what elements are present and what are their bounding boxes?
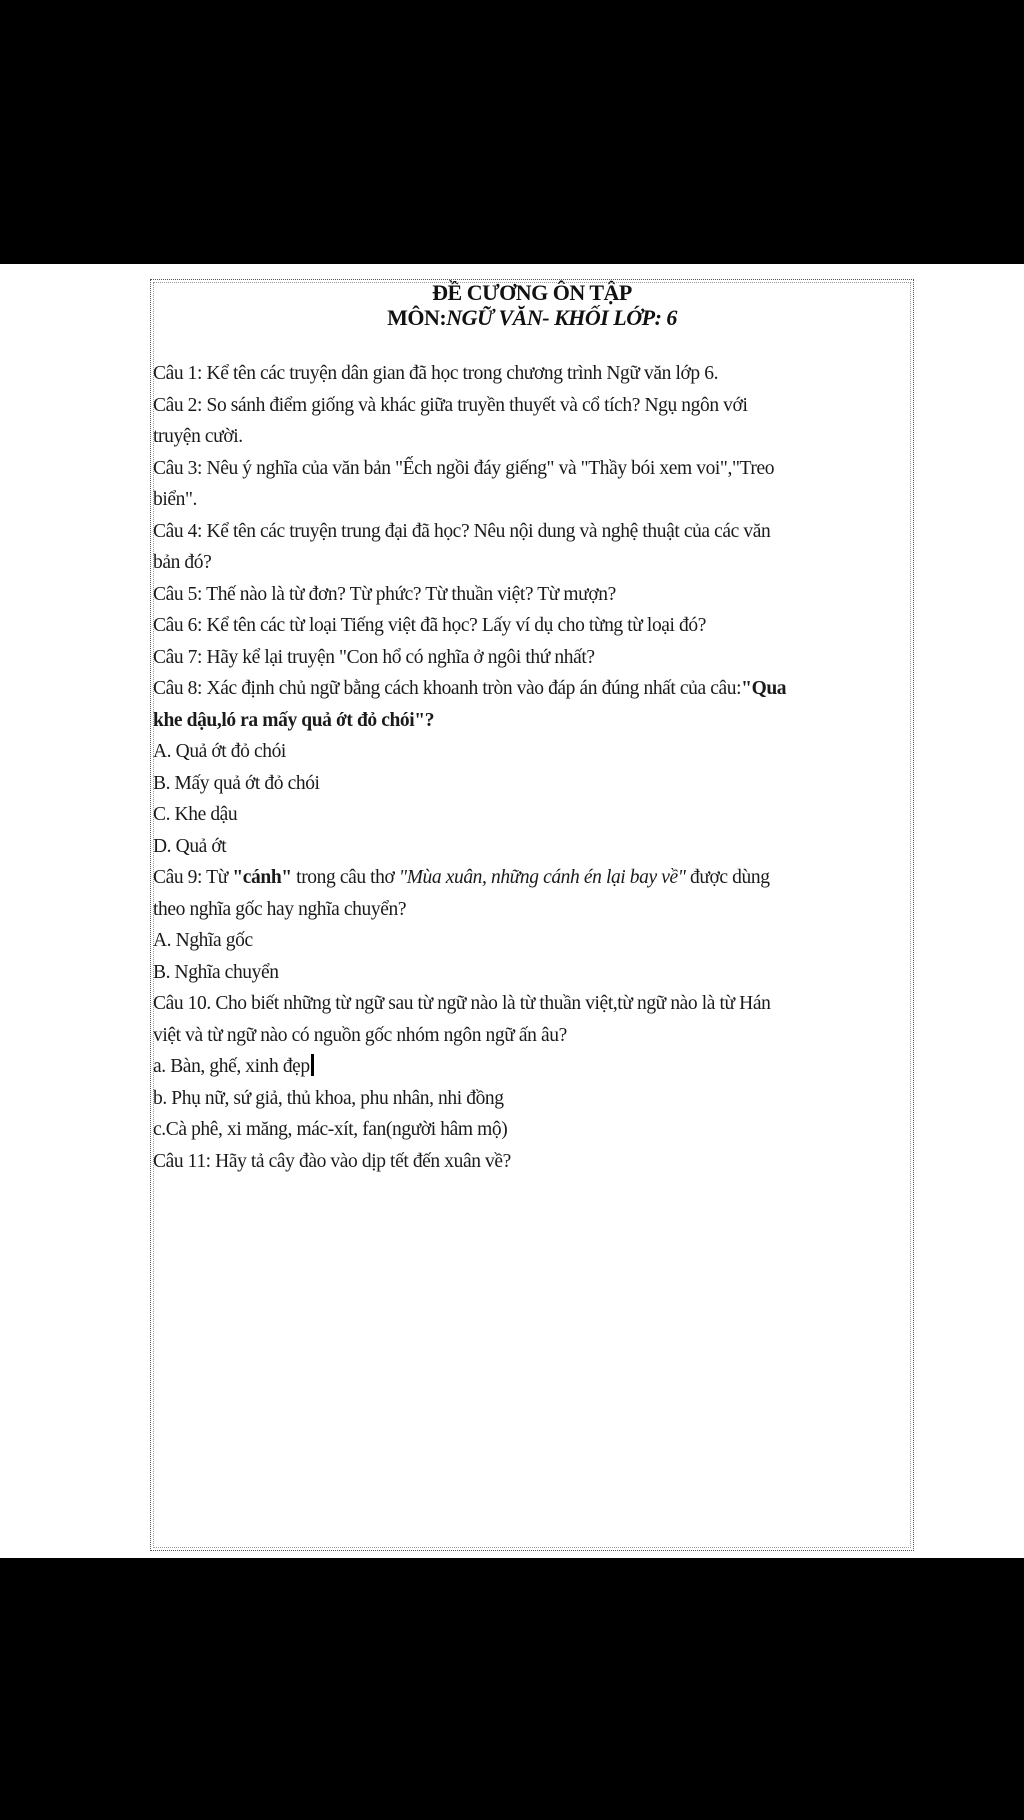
question-8-text: Câu 8: Xác định chủ ngữ bằng cách khoanh tròn vào đáp án đúng nhất của câu: [153,678,742,699]
question-9-suffix: được dùng [685,867,770,888]
document-subtitle [151,304,913,332]
question-3-line-2: biển". [153,489,198,510]
subject-name: NGỮ VĂN- KHỐI LỚP: 6 [446,305,677,330]
subject-prefix: MÔN: [387,305,447,330]
question-3-line-1: Câu 3: Nêu ý nghĩa của văn bản "Ếch ngồi đáy giếng" và "Thầy bói xem voi","Treo [153,457,775,479]
document-page [0,264,1024,1558]
question-9-line-2: theo nghĩa gốc hay nghĩa chuyển? [153,898,407,920]
question-4-line-2: bản đó? [153,552,212,573]
question-10-option-c: c.Cà phê, xi măng, mác-xít, fan(người hâm mộ) [153,1119,508,1140]
question-11: Câu 11: Hãy tả cây đào vào dịp tết đến xuân về? [153,1150,511,1172]
question-9-keyword: "cánh" [232,867,292,888]
question-10-option-a-text: a. Bàn, ghế, xinh đẹp [153,1056,310,1077]
question-8-line-2: khe dậu,ló ra mấy quả ớt đỏ chói"? [153,709,435,731]
question-8-option-d: D. Quả ớt [153,835,227,857]
question-6: Câu 6: Kể tên các từ loại Tiếng việt đã học? Lấy ví dụ cho từng từ loại đó? [153,615,706,636]
question-8-quote-start: "Qua [741,678,787,699]
question-9-verse: "Mùa xuân, những cánh én lại bay về" [398,867,686,888]
question-8-option-b: B. Mấy quả ớt đỏ chói [153,772,320,794]
question-1: Câu 1: Kể tên các truyện dân gian đã học trong chương trình Ngữ văn lớp 6. [153,363,719,384]
question-9-mid: trong câu thơ [291,867,399,888]
question-9-option-b: B. Nghĩa chuyển [153,961,279,983]
question-8-option-c: C. Khe dậu [153,804,238,825]
question-5: Câu 5: Thế nào là từ đơn? Từ phức? Từ thuần việt? Từ mượn? [153,583,616,605]
document-heading [151,282,913,332]
question-10-line-2: việt và từ ngữ nào có nguồn gốc nhóm ngôn ngữ ấn âu? [153,1024,567,1046]
question-4-line-1: Câu 4: Kể tên các truyện trung đại đã học? Nêu nội dung và nghệ thuật của các văn [153,520,771,542]
question-10-option-a [153,1051,907,1083]
question-list [153,358,907,1177]
question-9-option-a: A. Nghĩa gốc [153,930,253,951]
question-8-line-1 [153,673,907,705]
question-10-line-1: Câu 10. Cho biết những từ ngữ sau từ ngữ nào là từ thuần việt,từ ngữ nào là từ Hán [153,993,771,1014]
question-10-option-b: b. Phụ nữ, sứ giả, thủ khoa, phu nhân, nhi đồng [153,1087,504,1109]
document-title: ĐỀ CƯƠNG ÔN TẬP [432,280,632,305]
question-2-line-1: Câu 2: So sánh điểm giống và khác giữa truyền thuyết và cổ tích? Ngụ ngôn với [153,394,748,416]
page-border [150,279,914,1551]
text-cursor [311,1054,314,1076]
question-7: Câu 7: Hãy kể lại truyện "Con hổ có nghĩa ở ngôi thứ nhất? [153,646,595,668]
question-8-option-a: A. Quả ớt đỏ chói [153,741,286,762]
question-2-line-2: truyện cười. [153,426,243,447]
question-9-line-1 [153,862,907,894]
question-9-prefix: Câu 9: Từ [153,867,233,888]
